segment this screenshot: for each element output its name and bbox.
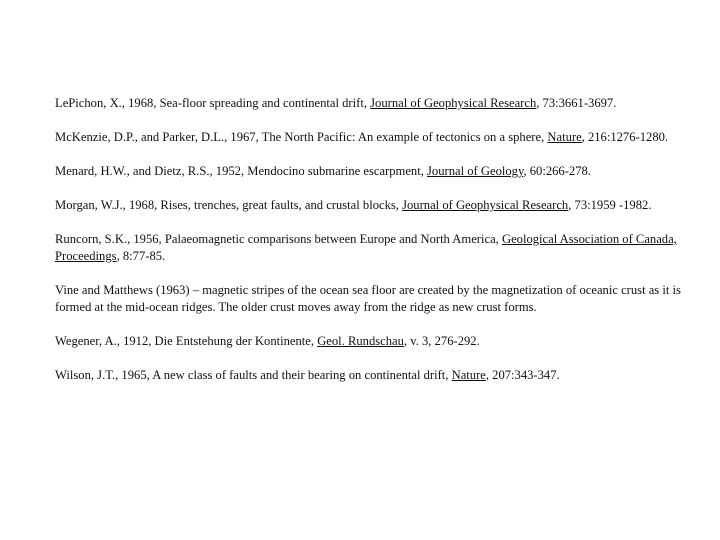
- reference-text: Morgan, W.J., 1968, Rises, trenches, great faults, and crustal blocks,: [55, 198, 403, 212]
- reference-citation: , 207:343-347.: [485, 368, 560, 382]
- reference-menard-1952: [55, 163, 695, 180]
- reference-citation: , v. 3, 276-292.: [403, 334, 480, 348]
- reference-citation: , 73:1959 -1982.: [568, 198, 652, 212]
- reference-citation: , 60:266-278.: [523, 164, 591, 178]
- reference-citation: , 216:1276-1280.: [581, 130, 669, 144]
- reference-lepichon-1968: [55, 95, 695, 112]
- reference-text: Runcorn, S.K., 1956, Palaeomagnetic comparisons between Europe and North America,: [55, 232, 502, 246]
- reference-citation: , 73:3661-3697.: [536, 96, 617, 110]
- reference-text: Menard, H.W., and Dietz, R.S., 1952, Mendocino submarine escarpment,: [55, 164, 428, 178]
- reference-text: Vine and Matthews (1963) – magnetic stripes of the ocean sea floor are created by the magnetization of oceanic crust as it is formed at the mid-ocean ridges. The older crust moves away from the ridge as new crust forms.: [55, 283, 681, 314]
- reference-list: [55, 95, 695, 384]
- journal-name: Geol. Rundschau: [317, 334, 404, 348]
- reference-vine-matthews-1963: [55, 282, 695, 316]
- reference-text: Wegener, A., 1912, Die Entstehung der Kontinente,: [55, 334, 318, 348]
- reference-morgan-1968: [55, 197, 695, 214]
- reference-wilson-1965: [55, 367, 695, 384]
- reference-citation: , 8:77-85.: [116, 249, 166, 263]
- journal-name: Journal of Geology: [427, 164, 524, 178]
- reference-mckenzie-1967: [55, 129, 695, 146]
- journal-name: Nature: [547, 130, 582, 144]
- reference-text: LePichon, X., 1968, Sea-floor spreading and continental drift,: [55, 96, 371, 110]
- journal-name: Journal of Geophysical Research: [402, 198, 569, 212]
- reference-text: Wilson, J.T., 1965, A new class of faults and their bearing on continental drift,: [55, 368, 452, 382]
- journal-name: Journal of Geophysical Research: [370, 96, 537, 110]
- journal-name: Geological Association of Canada, Proceedings: [55, 232, 677, 263]
- reference-wegener-1912: [55, 333, 695, 350]
- journal-name: Nature: [451, 368, 486, 382]
- reference-runcorn-1956: [55, 231, 695, 265]
- reference-text: McKenzie, D.P., and Parker, D.L., 1967, The North Pacific: An example of tectonics on a sphere,: [55, 130, 548, 144]
